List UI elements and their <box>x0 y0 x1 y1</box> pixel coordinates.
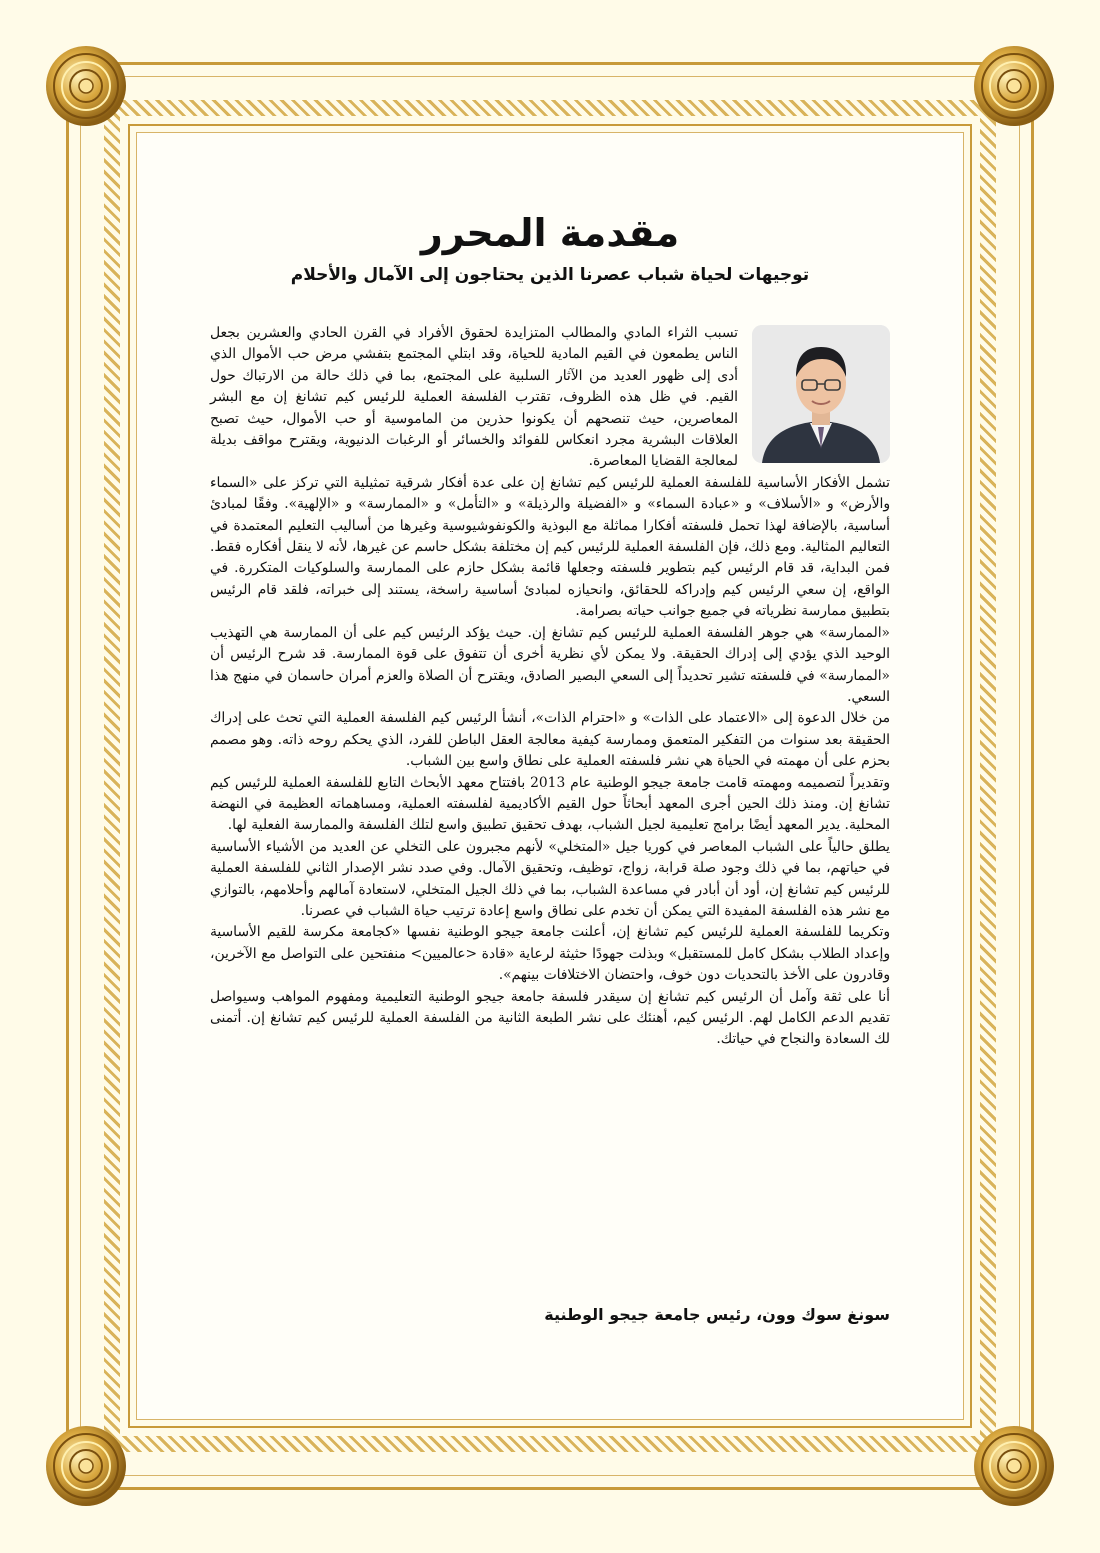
page-title: مقدمة المحرر <box>420 211 680 255</box>
paragraph: وتكريما للفلسفة العملية للرئيس كيم تشانغ إن، أعلنت جامعة جيجو الوطنية نفسها «كجامعة مكرسة للقيم الأساسية وإعداد الطلاب بشكل كامل للمستقبل» وبذلت جهودًا حثيثة لرعاية «قادة <عالميين> منفتحين على التواصل مع الآخرين، وقادرون على الأخذ بالتحديات دون خوف، واحتضان الاختلافات بينهم». <box>210 924 890 984</box>
document-content <box>210 205 890 1365</box>
paragraph: وتقديراً لتصميمه ومهمته قامت جامعة جيجو الوطنية عام 2013 بافتتاح معهد الأبحاث التابع للفلسفة العملية للرئيس كيم تشانغ إن. ومنذ ذلك الحين أجرى المعهد أبحاثاً حول القيم الأكاديمية لفلسفته العملية، ومساهماته العظيمة في النهضة المحلية. يدير المعهد أيضًا برامج تعليمية لجيل الشباب، بهدف تحقيق تطبيق واسع لتلك الفلسفة والممارسة الفعلية لها. <box>210 774 890 834</box>
page-subtitle: توجيهات لحياة شباب عصرنا الذين يحتاجون إلى الآمال والأحلام <box>290 265 810 285</box>
paragraph: من خلال الدعوة إلى «الاعتماد على الذات» و «احترام الذات»، أنشأ الرئيس كيم الفلسفة العملية التي تحث على إدراك الحقيقة بعد سنوات من التفكير المتعمق وممارسة كيفية معالجة العقل الباطن للفرد، الذي يحكم روحه ذاته. وهو مصمم بحزم على أن مهمته في الحياة هي نشر فلسفته العملية على نطاق واسع بين الشباب. <box>210 710 890 770</box>
gold-medallion-icon <box>972 1424 1056 1508</box>
signature-line: سونغ سوك وون، رئيس جامعة جيجو الوطنية <box>544 1305 890 1324</box>
paragraph: أنا على ثقة وآمل أن الرئيس كيم تشانغ إن سيقدر فلسفة جامعة جيجو الوطنية التعليمية ومفهوم المواهب وسيواصل تقديم الدعم الكامل لهم. الرئيس كيم، أهنئك على نشر الطبعة الثانية من الفلسفة العملية للرئيس كيم تشانغ إن. أتمنى لك السعادة والنجاح في حياتك. <box>210 988 890 1048</box>
gold-medallion-icon <box>44 44 128 128</box>
portrait-photo <box>752 325 890 463</box>
paragraph: تسبب الثراء المادي والمطالب المتزايدة لحقوق الأفراد في القرن الحادي والعشرين بجعل الناس يطمعون في القيم المادية للحياة، وقد ابتلي المجتمع بتفشي مرض حب الأموال الذي أدى إلى ظهور العديد من الآثار السلبية على المجتمع، بما في ذلك حالة من الارتباك حول القيم. في ظل هذه الظروف، تقترب الفلسفة العملية للرئيس كيم تشانغ إن مع البشر المعاصرين، حيث تنصحهم أن يكونوا حذرين من الماموسية أو حب الأموال، حيث تصبح العلاقات البشرية مجرد انعكاس للفوائد والخسائر أو الرغبات الدنيوية، ويقترح مواقف بديلة لمعالجة القضايا المعاصرة. <box>210 325 738 470</box>
paragraph: تشمل الأفكار الأساسية للفلسفة العملية للرئيس كيم تشانغ إن على عدة أفكار شرقية تمثيلية التي تركز على «السماء والأرض» و «الأسلاف» و «عبادة السماء» و «الفضيلة والرذيلة» و «التأمل» و «الممارسة» و «الإلهية». وفقًا لمبادئ أساسية، بالإضافة لهذا تحمل فلسفته أفكارا مماثلة مع البوذية والكونفوشيوسية وغيرها من أساليب التعليم المعتمدة في التعاليم المثالية. ومع ذلك، فإن الفلسفة العملية للرئيس كيم إن مختلفة بشكل حاسم عن غيرها، لأنه لا ينقل أفكاره فقط. فمن البداية، قد قام الرئيس كيم بتطوير فلسفته وجعلها قائمة بشكل حازم على الممارسة والسلوكيات المتكررة. في الواقع، إن سعي الرئيس كيم وإدراكه للحقائق، وانحيازه لمبادئ أساسية راسخة، يستند إلى خبراته، فلقد قام الرئيس بتطبيق ممارسة نظرياته في جميع جوانب حياته بصرامة. <box>210 474 890 620</box>
paragraph: «الممارسة» هي جوهر الفلسفة العملية للرئيس كيم تشانغ إن. حيث يؤكد الرئيس كيم على أن الممارسة هي التهذيب الوحيد الذي يؤدي إلى إدراك الحقيقة. ولا يمكن لأي نظرية أخرى أن تتفوق على قوة الممارسة. قد شرح الرئيس أن «الممارسة» في فلسفته تشير تحديداً إلى السعي البصير الصادق، ويقترح أن الصلاة والعزم أمران حاسمان في منهج هذا السعي. <box>210 624 890 705</box>
gold-medallion-icon <box>972 44 1056 128</box>
gold-medallion-icon <box>44 1424 128 1508</box>
paragraph: يطلق حالياً على الشباب المعاصر في كوريا جيل «المتخلي» لأنهم مجبرون على التخلي عن العديد من الأشياء الأساسية في حياتهم، بما في ذلك وجود صلة قرابة، زواج، توظيف، وتحقيق الآمال. وفي صدد نشر الإصدار الثاني للفلسفة العملية للرئيس كيم تشانغ إن، أود أن أبادر في مساعدة الشباب، بما في ذلك الجيل المتخلي، لاستعادة آمالهم وأحلامهم، بالتوازي مع نشر هذه الفلسفة المفيدة التي يمكن أن تخدم على نطاق واسع إعادة ترتيب حياة الشباب في عصرنا. <box>210 838 890 919</box>
